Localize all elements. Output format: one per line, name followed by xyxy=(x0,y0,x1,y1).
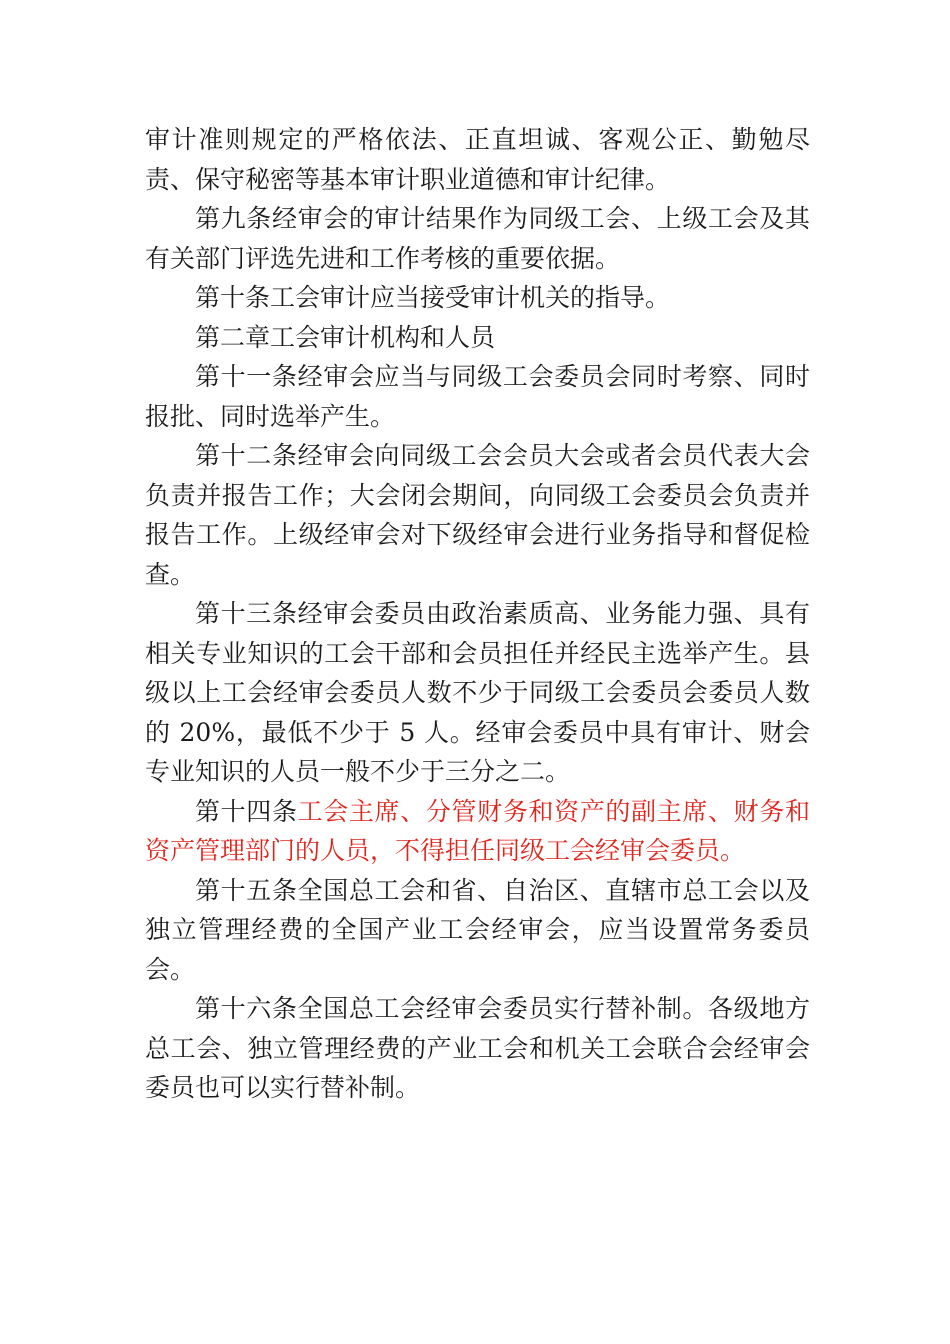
paragraph-article-12: 第十二条经审会向同级工会会员大会或者会员代表大会负责并报告工作；大会闭会期间，向同级工会委员会负责并报告工作。上级经审会对下级经审会进行业务指导和督促检查。 xyxy=(145,441,810,589)
paragraph-article-16: 第十六条全国总工会经审会委员实行替补制。各级地方总工会、独立管理经费的产业工会和机关工会联合会经审会委员也可以实行替补制。 xyxy=(145,994,810,1102)
paragraph-article-11: 第十一条经审会应当与同级工会委员会同时考察、同时报批、同时选举产生。 xyxy=(145,362,810,431)
article-14-prefix: 第十四条 xyxy=(195,796,298,826)
paragraph-article-9: 第九条经审会的审计结果作为同级工会、上级工会及其有关部门评选先进和工作考核的重要依据。 xyxy=(145,204,810,273)
document-body xyxy=(145,120,810,1108)
paragraph-article-14 xyxy=(145,792,810,871)
chapter-heading: 第二章工会审计机构和人员 xyxy=(195,322,496,352)
paragraph-article-13: 第十三条经审会委员由政治素质高、业务能力强、具有相关专业知识的工会干部和会员担任并经民主选举产生。县级以上工会经审会委员人数不少于同级工会委员会委员人数的 20%，最低不少于 5 人。经审会委员中具有审计、财会专业知识的人员一般不少于三分之二。 xyxy=(145,599,810,786)
paragraph-article-10: 第十条工会审计应当接受审计机关的指导。 xyxy=(195,283,671,312)
paragraph-continuation: 审计准则规定的严格依法、正直坦诚、客观公正、勤勉尽责、保守秘密等基本审计职业道德和审计纪律。 xyxy=(145,125,810,194)
paragraph-article-15: 第十五条全国总工会和省、自治区、直辖市总工会以及独立管理经费的全国产业工会经审会，应当设置常务委员会。 xyxy=(145,875,810,984)
article-14-highlight: 工会主席、分管财务和资产的副主席、财务和资产管理部门的人员，不得担任同级工会经审会委员。 xyxy=(145,796,810,865)
